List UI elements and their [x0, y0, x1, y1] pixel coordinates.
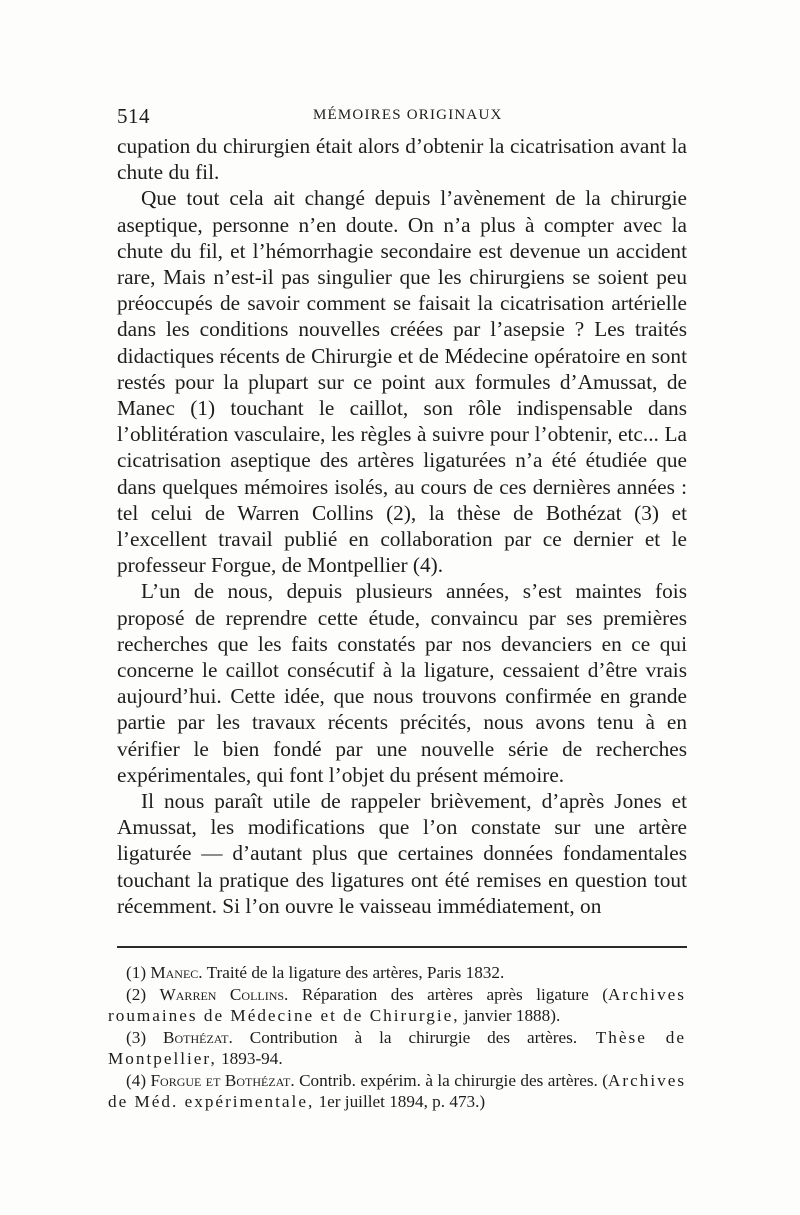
footnote-number: (1) [126, 963, 147, 982]
running-head [117, 104, 687, 130]
footnote-author: Manec. [150, 963, 203, 982]
footnote-number: (4) [126, 1070, 147, 1090]
footnote-1 [108, 962, 686, 984]
running-title: MÉMOIRES ORIGINAUX [313, 107, 503, 123]
footnote-journal: Thèse de Montpellier, [108, 1027, 687, 1068]
footnote-journal: Archives roumaines de Médecine et de Chirurgie, [108, 984, 686, 1025]
footnote-journal: Archives de Méd. expérimentale, [108, 1070, 687, 1111]
footnotes [108, 962, 686, 1113]
footnote-3 [108, 1027, 686, 1070]
footnote-tail: 1893-94. [216, 1049, 283, 1068]
footnote-tail: janvier 1888). [459, 1006, 561, 1025]
footnote-2 [108, 984, 686, 1027]
footnote-separator [117, 946, 687, 948]
paragraph-4: Il nous paraît utile de rappeler brièvement, d’après Jones et Amussat, les modifications que l’on constate sur une artère ligaturée — d’autant plus que certaines données fondamentales touchant la pratique des ligatures ont été remises en question tout récemment. Si l’on ouvre le vaisseau immédiatement, on [117, 789, 687, 918]
footnote-tail: 1er juillet 1894, p. 473.) [314, 1092, 486, 1111]
footnote-number: (2) [126, 984, 147, 1004]
paragraph-2: Que tout cela ait changé depuis l’avènement de la chirurgie aseptique, personne n’en doute. On n’a plus à compter avec la chute du fil, et l’hémorrhagie secondaire est devenue un accident rare, Mais n’est-il pas singulier que les chirurgiens se soient peu préoccupés de savoir comment se faisait la cicatrisation artérielle dans les conditions nouvelles créées par l’asepsie ? Les traités didactiques récents de Chirurgie et de Médecine opératoire en sont restés pour la plupart sur ce point aux formules d’Amussat, de Manec (1) touchant le caillot, son rôle indispensable dans l’oblitération vasculaire, les règles à suivre pour l’obtenir, etc... La cicatrisation aseptique des artères ligaturées n’a été étudiée que dans quelques mémoires isolés, au cours de ces dernières années : tel celui de Warren Collins (2), la thèse de Bothézat (3) et l’excellent travail publié en collaboration par ce dernier et le professeur Forgue, de Montpellier (4). [117, 186, 687, 578]
paragraph-1: cupation du chirurgien était alors d’obtenir la cicatrisation avant la chute du fil. [117, 134, 687, 185]
footnote-number: (3) [126, 1027, 147, 1047]
page-number: 514 [117, 104, 150, 128]
footnote-text: Réparation des artères après ligature ( [301, 984, 608, 1004]
footnote-4 [108, 1070, 686, 1113]
footnote-author: Bothézat. [163, 1027, 233, 1047]
footnote-text: Traité de la ligature des artères, Paris 1832. [206, 963, 505, 982]
footnote-author: Warren Collins. [159, 984, 289, 1004]
footnote-author: Forgue et Bothézat. [150, 1070, 295, 1090]
footnote-text: Contribution à la chirurgie des artères. [249, 1027, 578, 1047]
footnote-text: Contrib. expérim. à la chirurgie des artères. ( [299, 1070, 608, 1090]
paragraph-3: L’un de nous, depuis plusieurs années, s’est maintes fois proposé de reprendre cette étude, convaincu par ses premières recherches que les faits constatés par nos devanciers en ce qui concerne le caillot consécutif à la ligature, cessaient d’être vrais aujourd’hui. Cette idée, que nous trouvons confirmée en grande partie par les travaux récents précités, nous avons tenu à en vérifier le bien fondé par une nouvelle série de recherches expérimentales, qui font l’objet du présent mémoire. [117, 579, 687, 787]
main-text [117, 133, 687, 919]
